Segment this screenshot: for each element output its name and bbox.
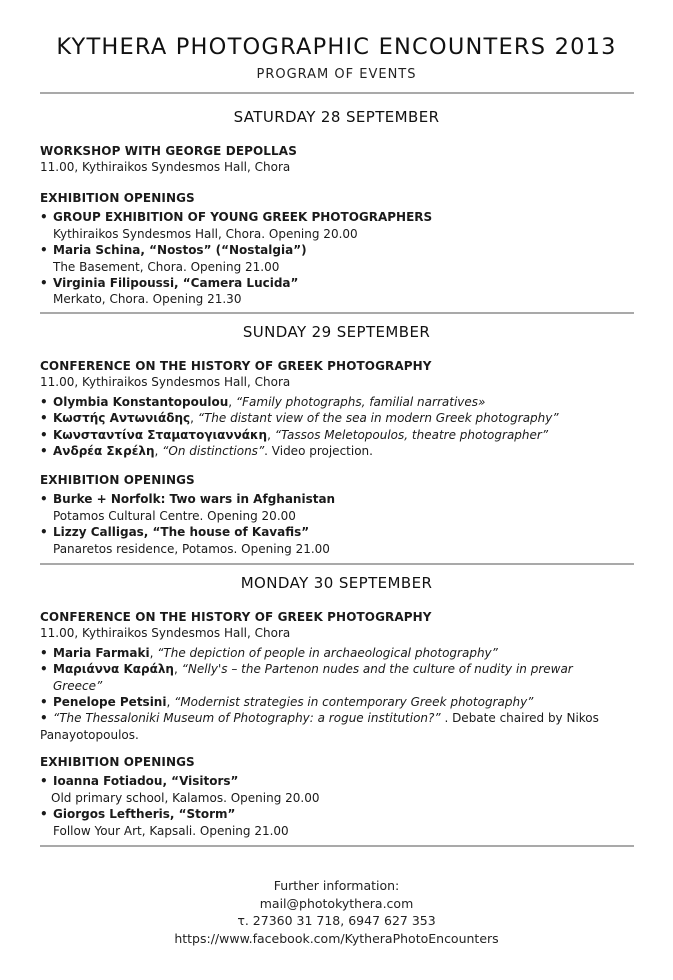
list-item: • Κωστής Αντωνιάδης, “The distant view of the sea in modern Greek photography” [40,411,559,426]
bullet-icon: • [40,711,48,726]
day-heading-sunday: SUNDAY 29 SEPTEMBER [242,323,431,341]
sunday-conference [40,358,640,459]
section-heading: CONFERENCE ON THE HISTORY OF GREEK PHOTOGRAPHY [40,610,432,624]
event-details: The Basement, Chora. Opening 21.00 [53,259,280,274]
section-heading: WORKSHOP WITH GEORGE DEPOLLAS [40,144,297,158]
bullet-icon: • [40,210,48,225]
list-item: • Burke + Norfolk: Two wars in Afghanistan [40,492,336,507]
event-details: 11.00, Kythiraikos Syndesmos Hall, Chora [40,375,291,390]
list-item: • Penelope Petsini, “Modernist strategies in contemporary Greek photography” [40,695,534,710]
list-item: • Lizzy Calligas, “The house of Kavafis” [40,525,310,540]
email-link[interactable]: mail@photokythera.com [259,895,414,911]
list-item: • Virginia Filipoussi, “Camera Lucida” [40,276,299,291]
day-heading-saturday: SATURDAY 28 SEPTEMBER [233,108,440,126]
bullet-icon: • [40,525,48,540]
event-details: Follow Your Art, Kapsali. Opening 21.00 [53,823,289,838]
list-item: • Maria Schina, “Nostos” (“Nostalgia”) [40,243,307,258]
event-details: Potamos Cultural Centre. Opening 20.00 [53,508,296,523]
list-item: • Olymbia Konstantopoulou, “Family photographs, familial narratives» [40,394,486,409]
monday-exhibitions [40,754,640,839]
divider [40,92,634,94]
talk-title-continued: Greece” [53,678,103,693]
bullet-icon: • [40,394,48,409]
bullet-icon: • [40,695,48,710]
sunday-exhibitions [40,472,640,557]
saturday-workshop [40,143,640,176]
debate-continued: Panayotopoulos. [40,727,139,742]
section-heading: EXHIBITION OPENINGS [40,755,195,769]
footer-label: Further information: [273,878,400,893]
bullet-icon: • [40,774,48,789]
divider [40,563,634,565]
event-details: 11.00, Kythiraikos Syndesmos Hall, Chora [40,626,291,641]
list-item: • Μαριάννα Καράλη, “Nelly's – the Partenon nudes and the culture of nudity in prewar [40,662,573,677]
divider [40,312,634,314]
divider [40,845,634,847]
list-item: • Ioanna Fotiadou, “Visitors” [40,774,239,789]
event-details: 11.00, Kythiraikos Syndesmos Hall, Chora [40,160,291,175]
bullet-icon: • [40,492,48,507]
phone-numbers: τ. 27360 31 718, 6947 627 353 [237,913,436,929]
list-item: • “The Thessaloniki Museum of Photography: a rogue institution?” . Debate chaired by Nikos [40,711,599,726]
saturday-exhibitions [40,190,640,308]
event-details: Old primary school, Kalamos. Opening 20.00 [51,790,320,805]
bullet-icon: • [40,243,48,258]
bullet-icon: • [40,662,48,677]
bullet-icon: • [40,276,48,291]
list-item: • Giorgos Leftheris, “Storm” [40,807,236,822]
day-heading-monday: MONDAY 30 SEPTEMBER [240,574,433,592]
bullet-icon: • [40,807,48,822]
event-details: Panaretos residence, Potamos. Opening 21.00 [53,541,330,556]
list-item: • Κωνσταντίνα Σταματογιαννάκη, “Tassos Meletopoulos, theatre photographer” [40,427,549,442]
bullet-icon: • [40,645,48,660]
list-item: • Maria Farmaki, “The depiction of people in archaeological photography” [40,645,498,660]
bullet-icon: • [40,411,48,426]
bullet-icon: • [40,444,48,459]
contact-footer [0,877,673,947]
list-item: • Ανδρέα Σκρέλη, “On distinctions”. Video projection. [40,444,373,459]
event-details: Kythiraikos Syndesmos Hall, Chora. Opening 20.00 [53,226,358,241]
page-subtitle: PROGRAM OF EVENTS [256,67,417,82]
monday-conference [40,609,640,743]
event-details: Merkato, Chora. Opening 21.30 [53,292,242,307]
section-heading: CONFERENCE ON THE HISTORY OF GREEK PHOTOGRAPHY [40,359,432,373]
section-heading: EXHIBITION OPENINGS [40,473,195,487]
list-item: • GROUP EXHIBITION OF YOUNG GREEK PHOTOGRAPHERS [40,210,433,225]
page-title: KYTHERA PHOTOGRAPHIC ENCOUNTERS 2013 [56,34,617,60]
facebook-link[interactable]: https://www.facebook.com/KytheraPhotoEncounters [174,930,499,946]
bullet-icon: • [40,427,48,442]
section-heading: EXHIBITION OPENINGS [40,191,195,205]
